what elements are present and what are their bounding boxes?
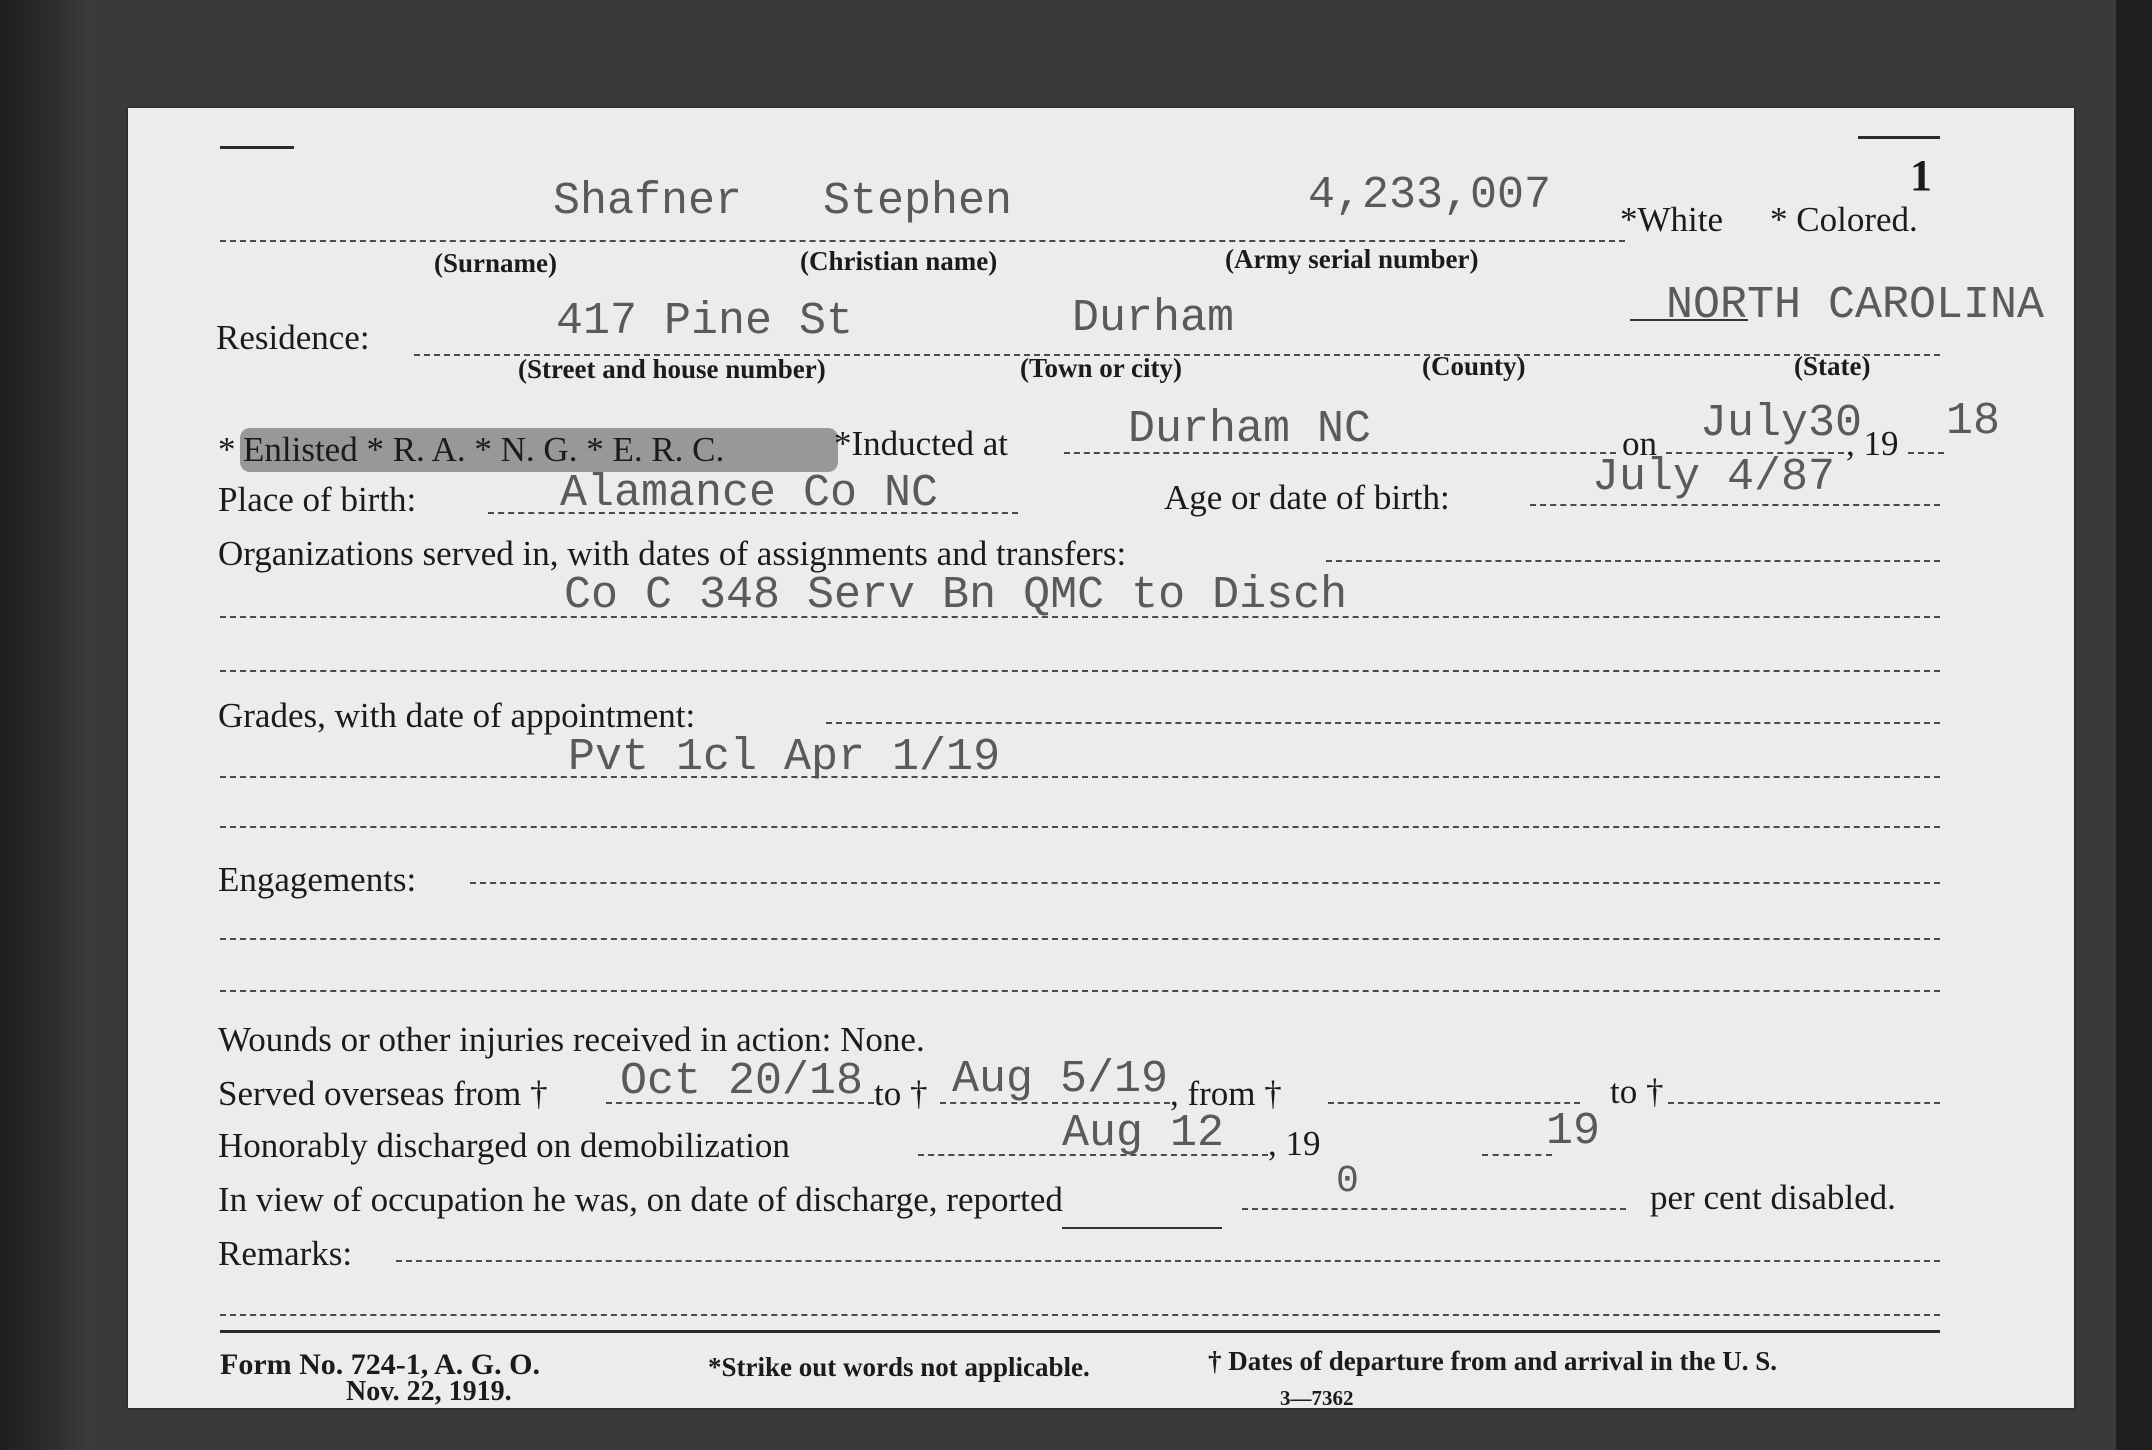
corner-rule-left [220,146,294,149]
surname-value: Shafner [553,176,743,227]
birth-date-value: July 4/87 [1592,452,1836,503]
town-value: Durham [1072,293,1235,344]
caption-town: (Town or city) [1020,353,1182,383]
birth-date-line [1530,504,1940,506]
organizations-line-2 [220,616,1940,618]
serial-number-value: 4,233,007 [1308,170,1552,221]
remarks-line-2 [220,1314,1940,1316]
overseas-from-value: Oct 20/18 [620,1056,864,1107]
discharge-label: Honorably discharged on demobilization [218,1126,790,1165]
organizations-line-1 [1326,560,1940,562]
organizations-value: Co C 348 Serv Bn QMC to Disch [564,570,1348,621]
organizations-line-3 [220,670,1940,672]
engagements-label: Engagements: [218,860,417,899]
overseas-label: Served overseas from † [218,1074,548,1113]
birthplace-line [488,512,1018,514]
discharge-year-prefix: , 19 [1268,1124,1321,1163]
organizations-label: Organizations served in, with dates of assignments and transfers: [218,534,1127,573]
birthplace-value: Alamance Co NC [560,468,939,519]
discharge-date-strikethrough [1062,1227,1222,1229]
state-value: NORTH CAROLINA [1666,280,2045,331]
inducted-date-value: July30 [1700,398,1863,449]
disability-line [1242,1208,1626,1210]
footer-rule [220,1330,1940,1333]
film-border-left [0,0,90,1450]
grades-line-3 [220,826,1940,828]
inducted-at-label: *Inducted at [834,424,1008,463]
form-number: Form No. 724-1, A. G. O. [220,1348,540,1381]
disability-value: 0 [1336,1160,1359,1203]
remarks-line-1 [396,1260,1940,1262]
race-colored: * Colored. [1770,200,1918,239]
service-type-asterisk: * [218,430,236,469]
inducted-place-line [1064,452,1616,454]
christian-name-value: Stephen [823,176,1013,227]
card-number: 1 [1910,151,1932,200]
engagements-line-1 [470,882,1940,884]
discharge-date-value: Aug 12 [1062,1108,1225,1159]
discharge-date-line [918,1154,1268,1156]
remarks-label: Remarks: [218,1234,353,1273]
overseas-to-value: Aug 5/19 [952,1054,1169,1105]
overseas-to-label: to † [874,1074,928,1113]
overseas-from2-line [1328,1102,1580,1104]
inducted-place-value: Durham NC [1128,404,1372,455]
caption-surname: (Surname) [434,248,557,278]
street-value: 417 Pine St [556,296,854,347]
name-line [220,240,1625,242]
service-type-options: Enlisted * R. A. * N. G. * E. R. C. [243,430,725,469]
caption-county: (County) [1422,351,1526,381]
grades-line-1 [826,722,1940,724]
wounds-label: Wounds or other injuries received in action: None. [218,1020,925,1059]
overseas-to2-label: to † [1610,1072,1664,1111]
corner-rule-right [1858,136,1940,139]
caption-street: (Street and house number) [518,354,826,384]
overseas-from2-label: , from † [1170,1074,1282,1113]
grades-label: Grades, with date of appointment: [218,696,696,735]
race-white: *White [1620,200,1724,239]
birthplace-label: Place of birth: [218,480,417,519]
overseas-from-line [606,1102,874,1104]
film-border-right [2116,0,2152,1450]
overseas-to2-line [1668,1102,1940,1104]
caption-christian-name: (Christian name) [800,246,998,276]
caption-state: (State) [1794,351,1871,381]
grades-value: Pvt 1cl Apr 1/19 [568,732,1001,783]
footnote-dates: † Dates of departure from and arrival in the U. S. [1208,1346,1777,1376]
discharge-year-line [1482,1154,1552,1156]
disability-suffix: per cent disabled. [1650,1178,1896,1217]
print-code: 3—7362 [1280,1386,1354,1410]
grades-line-2 [220,776,1940,778]
overseas-to-line [940,1102,1170,1104]
service-record-card [128,108,2074,1408]
engagements-line-3 [220,990,1940,992]
footnote-strike-out: *Strike out words not applicable. [708,1352,1090,1382]
disability-label: In view of occupation he was, on date of discharge, reported [218,1180,1063,1219]
engagements-line-2 [220,938,1940,940]
form-date: Nov. 22, 1919. [346,1376,512,1407]
caption-serial-number: (Army serial number) [1225,244,1479,274]
residence-label: Residence: [216,318,370,357]
discharge-year-value: 19 [1546,1106,1601,1157]
inducted-year-line [1908,452,1944,454]
inducted-year-value: 18 [1946,396,2001,447]
inducted-year-prefix: , 19 [1846,424,1899,463]
on-label: on [1622,424,1657,463]
age-label: Age or date of birth: [1164,478,1450,517]
